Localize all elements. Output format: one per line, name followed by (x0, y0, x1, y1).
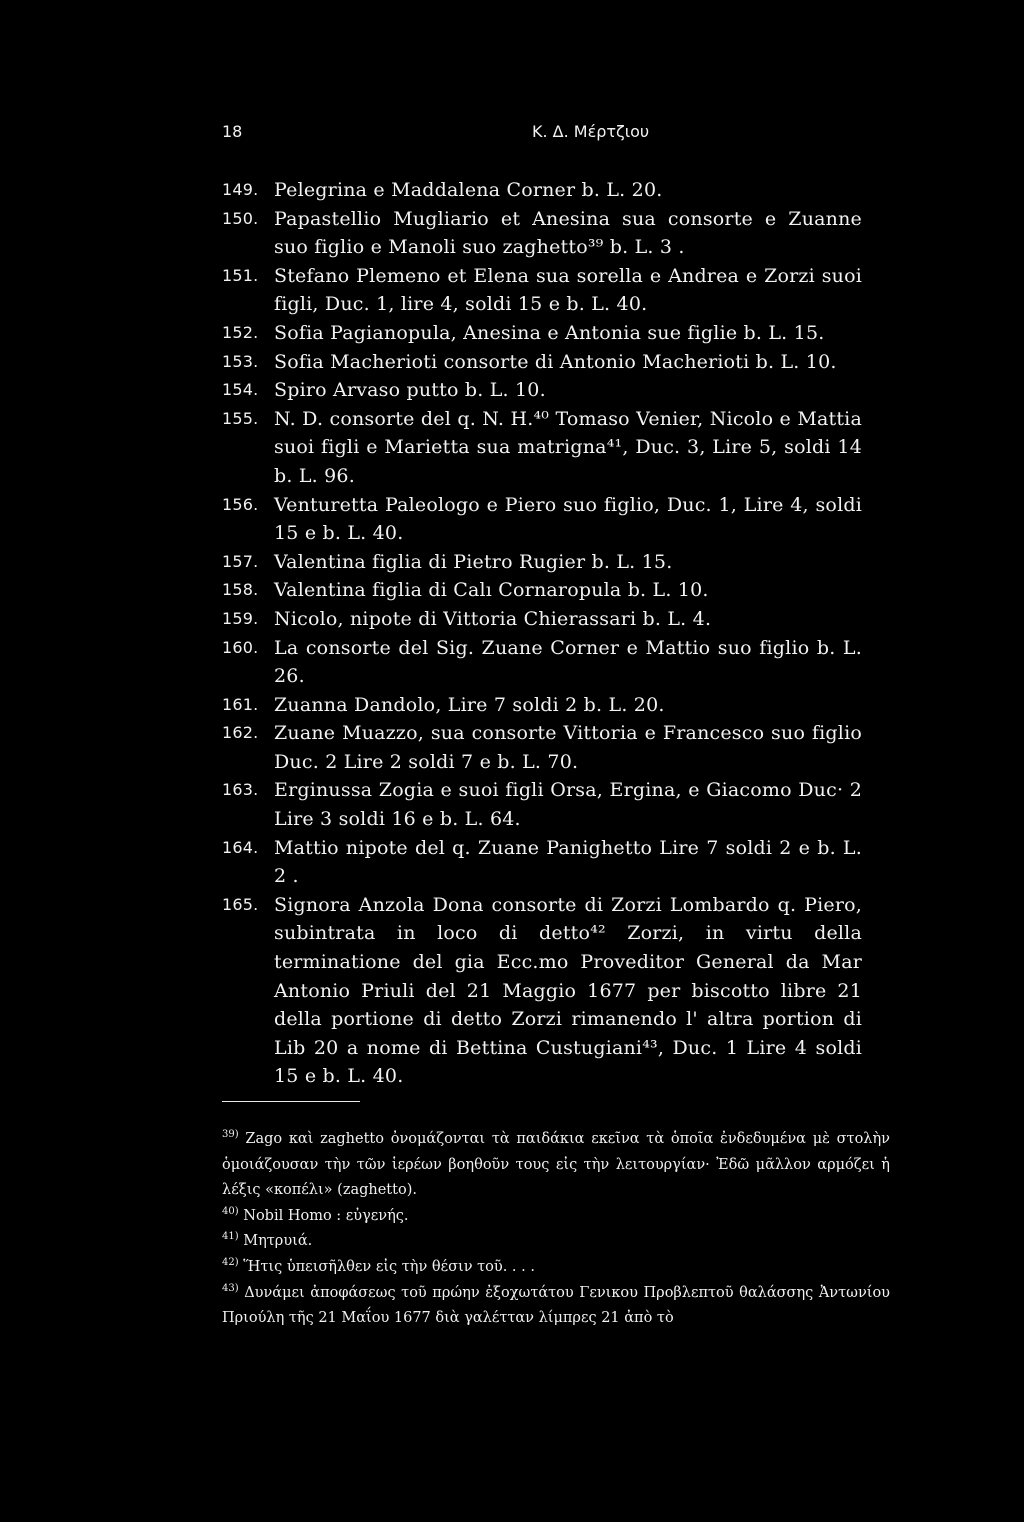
footnotes (222, 1127, 890, 1332)
entry-number: 164. (222, 837, 259, 857)
list-item (222, 634, 862, 691)
list-item (222, 348, 862, 377)
footnote (222, 1127, 890, 1204)
entry-number: 159. (222, 608, 259, 628)
footnote-divider (222, 1101, 360, 1102)
list-item (222, 605, 862, 634)
entry-number: 150. (222, 208, 259, 228)
list-item (222, 891, 862, 1091)
list-item (222, 319, 862, 348)
footnote-mark: 41) (222, 1231, 239, 1243)
entry-list (222, 176, 862, 1091)
footnote-mark: 40) (222, 1205, 239, 1217)
footnote-text: Zago καὶ zaghetto ὀνομάζονται τὰ παιδάκια εκεῖνα τὰ ὁποῖα ἐνδεδυμένα μὲ στολὴν ὁμοιάζουσαν τὴν τῶν ἱερέων βοηθοῦν τους εἰς τὴν λειτουργίαν· Ἐδῶ μᾶλλον αρμόζει ἡ λέξις «κοπέλι» (zaghetto). (222, 1131, 890, 1199)
list-item (222, 205, 862, 262)
footnote (222, 1255, 890, 1281)
entry-text: Sofia Macherioti consorte di Antonio Macherioti b. L. 10. (274, 350, 837, 373)
list-item (222, 176, 862, 205)
list-item (222, 491, 862, 548)
footnote-text: Nobil Homo : εὐγενής. (243, 1207, 409, 1224)
footnote (222, 1281, 890, 1332)
entry-text: Papastellio Mugliario et Anesina sua consorte e Zuanne suo figlio e Manoli suo zaghetto³⁹ b. L. 3 . (274, 207, 862, 259)
entry-number: 149. (222, 180, 259, 199)
entry-text: Valentina figlia di Pietro Rugier b. L. 15. (274, 550, 673, 573)
entry-text: Valentina figlia di Calı Cornaropula b. L. 10. (274, 579, 709, 602)
footnote-mark: 43) (222, 1282, 239, 1294)
entry-number: 165. (222, 894, 259, 914)
footnote (222, 1229, 890, 1255)
page-header (222, 122, 822, 146)
entry-text: Spiro Arvaso putto b. L. 10. (274, 379, 546, 402)
list-item (222, 548, 862, 577)
entry-number: 163. (222, 780, 259, 800)
footnote-text: Δυνάμει ἀποφάσεως τοῦ πρώην ἐξοχωτάτου Γενικου Προβλεπτοῦ θαλάσσης Ἀντωνίου Πριούλη τῆς 21 Μαΐου 1677 διὰ γαλέτταν λίμπρες 21 ἀπὸ τὸ (222, 1284, 890, 1327)
running-title: Κ. Δ. Μέρτζιου (532, 122, 650, 141)
entry-text: Erginussa Zogia e suoi figli Orsa, Ergina, e Giacomo Duc· 2 Lire 3 soldi 16 e b. L. 64. (274, 779, 862, 831)
entry-text: Venturetta Paleologo e Piero suo figlio, Duc. 1, Lire 4, soldi 15 e b. L. 40. (274, 493, 862, 545)
footnote-text: Μητρυιά. (243, 1233, 313, 1250)
entry-number: 157. (222, 551, 259, 571)
entry-text: N. D. consorte del q. N. H.⁴⁰ Tomaso Venier, Nicolo e Mattia suoi figli e Marietta sua matrigna⁴¹, Duc. 3, Lire 5, soldi 14 b. L. 96. (274, 407, 862, 487)
entry-number: 158. (222, 580, 259, 600)
entry-text: Zuanna Dandolo, Lire 7 soldi 2 b. L. 20. (274, 693, 665, 716)
entry-text: Sofia Pagianopula, Anesina e Antonia sue figlie b. L. 15. (274, 321, 825, 344)
list-item (222, 691, 862, 720)
entry-text: Nicolo, nipote di Vittoria Chierassari b. L. 4. (274, 607, 712, 630)
list-item (222, 834, 862, 891)
footnote (222, 1204, 890, 1230)
list-item (222, 376, 862, 405)
entry-number: 155. (222, 408, 259, 428)
entry-number: 156. (222, 494, 259, 514)
entry-text: Signora Anzola Dona consorte di Zorzi Lombardo q. Piero, subintrata in loco di detto⁴² Zorzi, in virtu della terminatione del gia Ecc.mo Proveditor General da Mar Antonio Priuli del 21 Maggio 1677 per biscotto libre 21 della portione di detto Zorzi rimanendo l' altra portion di Lib 20 a nome di Bettina Custugiani⁴³, Duc. 1 Lire 4 soldi 15 e b. L. 40. (274, 893, 862, 1088)
entry-text: Zuane Muazzo, sua consorte Vittoria e Francesco suo figlio Duc. 2 Lire 2 soldi 7 e b. L. 70. (274, 722, 862, 773)
footnote-mark: 42) (222, 1256, 239, 1268)
entry-number: 151. (222, 265, 259, 285)
entry-text: Stefano Plemeno et Elena sua sorella e Andrea e Zorzi suoi figli, Duc. 1, lire 4, soldi 15 e b. L. 40. (274, 264, 862, 316)
entry-number: 153. (222, 351, 259, 371)
entry-text: La consorte del Sig. Zuane Corner e Mattio suo figlio b. L. 26. (274, 636, 862, 688)
footnote-mark: 39) (222, 1129, 239, 1140)
list-item (222, 719, 862, 776)
page-number: 18 (222, 122, 243, 141)
entry-number: 152. (222, 322, 259, 342)
footnote-text: Ἥτις ὑπεισῆλθεν εἰς τὴν θέσιν τοῦ. . . . (243, 1258, 535, 1275)
entry-text: Mattio nipote del q. Zuane Panighetto Lire 7 soldi 2 e b. L. 2 . (274, 836, 862, 888)
list-item (222, 576, 862, 605)
list-item (222, 776, 862, 833)
entry-number: 160. (222, 637, 259, 657)
entry-number: 162. (222, 723, 259, 743)
entry-text: Pelegrina e Maddalena Corner b. L. 20. (274, 179, 663, 201)
list-item (222, 405, 862, 491)
entry-number: 161. (222, 694, 259, 714)
entry-number: 154. (222, 380, 259, 400)
list-item (222, 262, 862, 319)
